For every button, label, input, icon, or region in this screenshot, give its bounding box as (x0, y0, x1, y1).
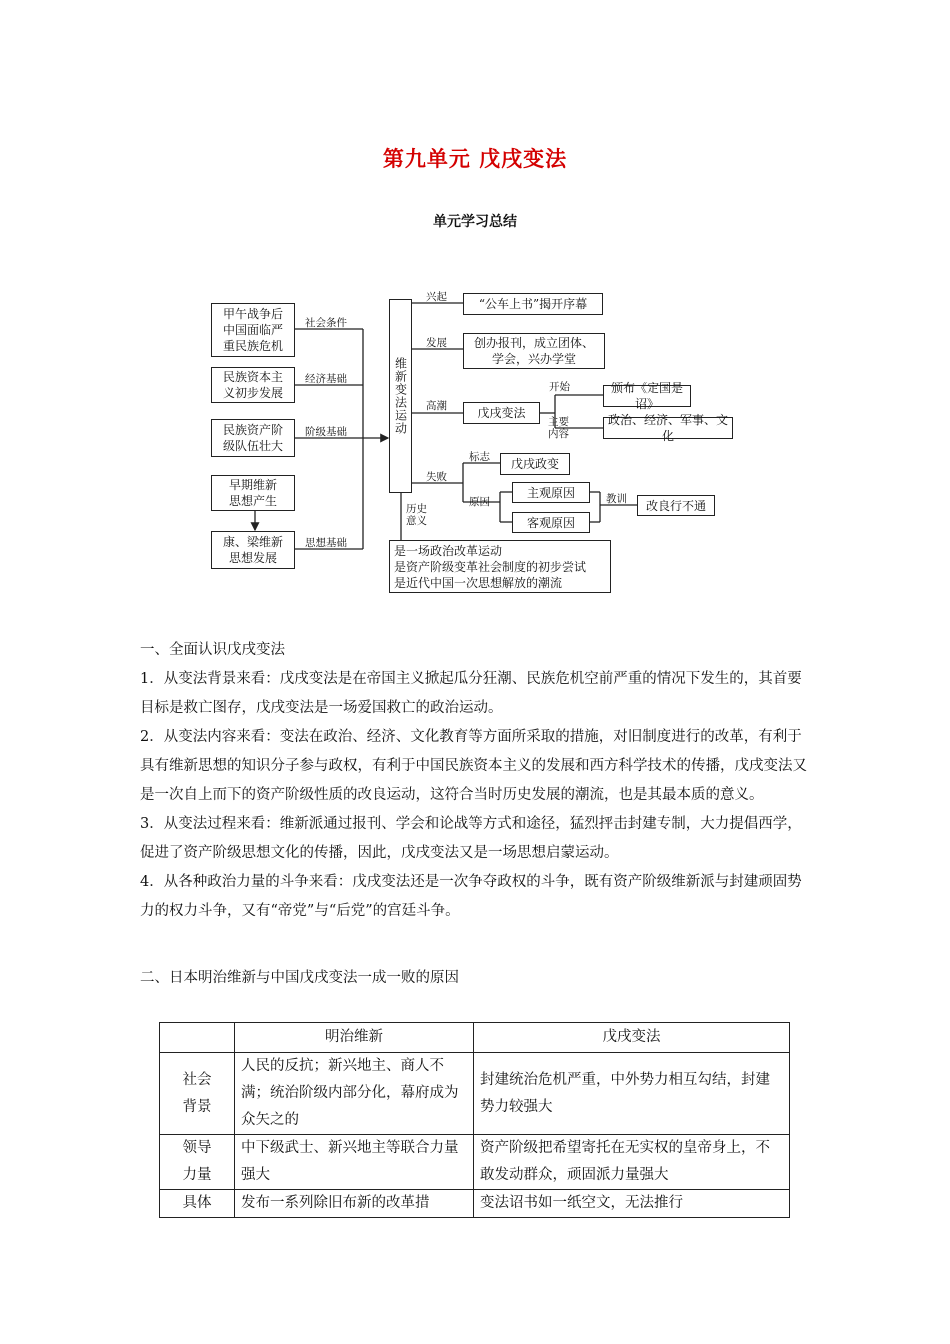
table-cell: 封建统治危机严重，中外势力相互勾结，封建势力较强大 (474, 1053, 790, 1135)
label-significance: 历史 意义 (406, 503, 427, 527)
label-social-condition: 社会条件 (305, 317, 347, 329)
section-one (140, 636, 810, 926)
page-title: 第九单元 戊戌变法 (382, 147, 568, 171)
label-class-basis: 阶级基础 (305, 426, 347, 438)
label-develop: 发展 (426, 337, 447, 349)
label-symbol: 标志 (469, 451, 490, 463)
comparison-table (159, 1022, 790, 1218)
significance-node: 是一场政治改革运动 是资产阶级变革社会制度的初步尝试 是近代中国一次思想解放的潮流 (389, 540, 611, 593)
row-head-leadership: 领导 力量 (160, 1135, 235, 1190)
table-cell: 变法诏书如一纸空文，无法推行 (474, 1190, 790, 1218)
coup-node: 戊戌政变 (500, 453, 570, 475)
cause-crisis-node: 甲午战争后 中国面临严 重民族危机 (211, 303, 295, 357)
table-header-wuxu: 戊戌变法 (474, 1023, 790, 1053)
start-node: 颁布《定国是诏》 (603, 385, 691, 407)
label-failure: 失败 (426, 471, 447, 483)
label-thought-basis: 思想基础 (305, 537, 347, 549)
cause-early-thought-node: 早期维新 思想产生 (211, 475, 295, 511)
table-cell: 资产阶级把希望寄托在无实权的皇帝身上，不敢发动群众，顽固派力量强大 (474, 1135, 790, 1190)
paragraph-background: 1．从变法背景来看：戊戌变法是在帝国主义掀起瓜分狂潮、民族危机空前严重的情况下发生的，其首要目标是救亡图存，戊戌变法是一场爱国救亡的政治运动。 (140, 671, 802, 716)
label-economic-basis: 经济基础 (305, 373, 347, 385)
cause-capitalism-node: 民族资本主 义初步发展 (211, 367, 295, 403)
paragraph-process: 3．从变法过程来看：维新派通过报刊、学会和论战等方式和途径，猛烈抨击封建专制，大力提倡西学，促进了资产阶级思想文化的传播，因此，戊戌变法又是一场思想启蒙运动。 (140, 816, 802, 861)
table-row (160, 1053, 790, 1135)
paragraph-content: 2．从变法内容来看：变法在政治、经济、文化教育等方面所采取的措施，对旧制度进行的改革，有利于具有维新思想的知识分子参与政权，有利于中国民族资本主义的发展和西方科学技术的传播，戊戌变法又是一次自上而下的资产阶级性质的改良运动，这符合当时历史发展的潮流，也是其最本质的意义。 (140, 729, 807, 803)
label-start: 开始 (549, 381, 570, 393)
section-two-heading: 二、日本明治维新与中国戊戌变法一成一败的原因 (140, 970, 459, 986)
climax-node: 戊戌变法 (463, 402, 540, 424)
subjective-reason-node: 主观原因 (512, 482, 590, 503)
cause-bourgeoisie-node: 民族资产阶 级队伍壮大 (211, 419, 295, 457)
develop-node: 创办报刊，成立团体、 学会，兴办学堂 (463, 333, 605, 369)
table-cell: 人民的反抗；新兴地主、商人不满；统治阶级内部分化，幕府成为众矢之的 (235, 1053, 474, 1135)
row-head-social-background: 社会 背景 (160, 1053, 235, 1135)
label-lesson: 教训 (606, 493, 627, 505)
table-header-meiji: 明治维新 (235, 1023, 474, 1053)
objective-reason-node: 客观原因 (512, 512, 590, 533)
rise-node: “公车上书”揭开序幕 (463, 293, 603, 315)
lesson-node: 改良行不通 (637, 495, 715, 516)
table-header-corner (160, 1023, 235, 1053)
paragraph-struggle: 4．从各种政治力量的斗争来看：戊戌变法还是一次争夺政权的斗争，既有资产阶级维新派与封建顽固势力的权力斗争，又有“帝党”与“后党”的宫廷斗争。 (140, 874, 802, 919)
table-cell: 中下级武士、新兴地主等联合力量强大 (235, 1135, 474, 1190)
table-row (160, 1135, 790, 1190)
label-reason: 原因 (469, 496, 490, 508)
table-header-row (160, 1023, 790, 1053)
section-one-heading: 一、全面认识戊戌变法 (140, 642, 285, 658)
row-head-specific: 具体 (160, 1190, 235, 1218)
label-main-content: 主要 内容 (548, 416, 569, 440)
page-subtitle: 单元学习总结 (433, 214, 517, 230)
table-row (160, 1190, 790, 1218)
concept-diagram (205, 285, 765, 605)
table-cell: 发布一系列除旧布新的改革措 (235, 1190, 474, 1218)
center-reform-movement-node: 维新变法运动 (389, 299, 412, 493)
label-climax: 高潮 (426, 400, 447, 412)
cause-kang-liang-node: 康、梁维新 思想发展 (211, 531, 295, 569)
label-rise: 兴起 (426, 291, 447, 303)
main-content-node: 政治、经济、军事、文化 (603, 417, 733, 439)
